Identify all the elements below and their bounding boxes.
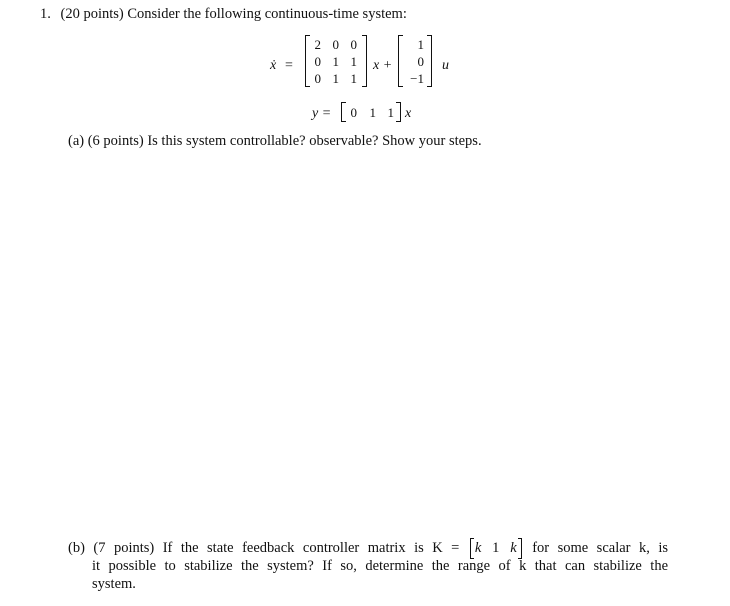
- part-b-prefix: (b) (7 points) If the state feedback controller matrix is K =: [68, 540, 460, 556]
- x-plus-term: x +: [373, 58, 393, 73]
- part-b-suffix: for some scalar k, is: [532, 540, 668, 556]
- matrix-b: [398, 35, 432, 87]
- output-state-symbol: x: [405, 106, 412, 121]
- matrix-a-cell: 1: [332, 54, 339, 69]
- question-intro: (20 points) Consider the following continuous-time system:: [60, 6, 407, 22]
- matrix-c-cell: 0: [350, 105, 357, 120]
- input-symbol: u: [442, 58, 449, 73]
- equals-sign: =: [285, 58, 293, 73]
- part-b-line-3: system.: [92, 576, 136, 592]
- state-derivative-symbol: ẋ: [270, 58, 277, 73]
- matrix-k-cell: k: [510, 540, 517, 556]
- question-number: 1.: [40, 6, 51, 22]
- matrix-b-cell: −1: [410, 71, 424, 86]
- matrix-k-cell: k: [474, 540, 482, 556]
- matrix-c-cell: 1: [387, 105, 394, 120]
- matrix-a-cell: 0: [350, 37, 357, 52]
- output-lhs: y =: [312, 106, 332, 121]
- matrix-a-cell: 1: [332, 71, 339, 86]
- matrix-c-cell: 1: [369, 105, 376, 120]
- matrix-a-cell: 1: [350, 71, 357, 86]
- matrix-a-cell: 1: [350, 54, 357, 69]
- matrix-a-cell: 0: [314, 54, 321, 69]
- part-a-text: (a) (6 points) Is this system controllable? observable? Show your steps.: [68, 133, 482, 149]
- matrix-b-cell: 1: [417, 37, 424, 52]
- part-b-line-1: [68, 539, 668, 557]
- matrix-k: [470, 539, 522, 557]
- part-b-line-2: it possible to stabilize the system? If so, determine the range of k that can stabilize the: [92, 558, 668, 574]
- matrix-k-cell: 1: [492, 540, 500, 556]
- matrix-a-cell: 0: [332, 37, 339, 52]
- matrix-c: [341, 102, 401, 122]
- matrix-b-cell: 0: [417, 54, 424, 69]
- matrix-a-cell: 2: [314, 37, 321, 52]
- matrix-a: [305, 35, 367, 87]
- part-b: [68, 539, 668, 593]
- question-header: [40, 6, 407, 23]
- matrix-a-cell: 0: [314, 71, 321, 86]
